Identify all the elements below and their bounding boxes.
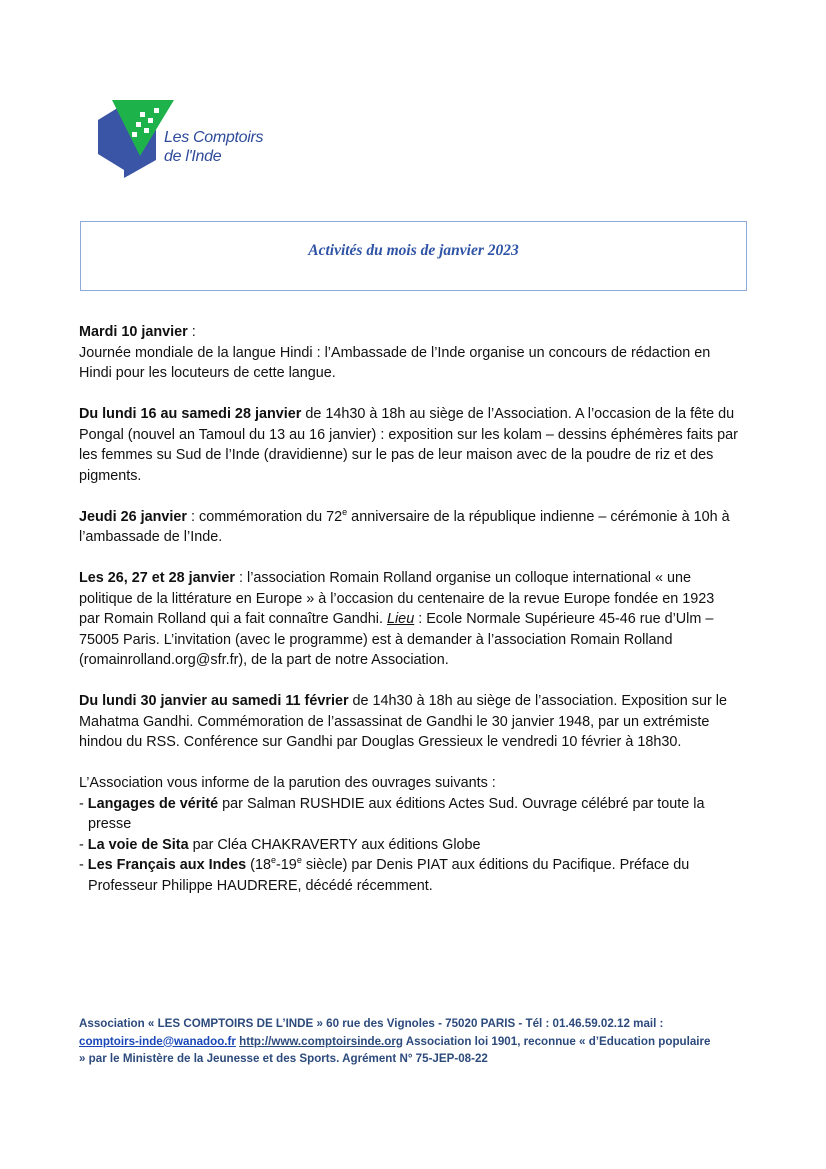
book-details: par Cléa CHAKRAVERTY aux éditions Globe <box>188 836 481 853</box>
books-intro: L’Association vous informe de la parution des ouvrages suivants : <box>79 775 496 791</box>
book-details: par Salman RUSHDIE aux éditions Actes Sud. Ouvrage célébré par toute la presse <box>88 795 705 832</box>
book-item <box>79 855 739 896</box>
logo-line-2: de l'Inde <box>164 148 222 165</box>
event-description-cont: : Ecole Normale Supérieure 45-46 rue d’Ulm – 75005 Paris. L’invitation (avec le programme) est à demander à l’association Romain Rolland (romainrolland.org@sfr.fr), de la part de notre Association. <box>79 611 714 668</box>
book-details-cont: siècle) par Denis PIAT aux éditions du Pacifique. Préface du Professeur Philippe HAUDRERE, décédé récemment. <box>88 857 690 894</box>
logo-line-1: Les Comptoirs <box>164 129 264 146</box>
event-description: Journée mondiale de la langue Hindi : l’Ambassade de l’Inde organise un concours de rédaction en Hindi pour les locuteurs de cette langue. <box>79 344 711 381</box>
event-separator: : <box>187 324 196 340</box>
superscript: e <box>270 855 276 866</box>
event-1 <box>79 404 739 486</box>
book-dash: - <box>79 857 88 873</box>
title-box <box>80 221 747 291</box>
logo-text <box>164 128 263 166</box>
event-3 <box>79 568 739 671</box>
event-description-cont: anniversaire de la république indienne – cérémonie à 10h à l’ambassade de l’Inde. <box>79 508 730 545</box>
superscript: e <box>342 506 348 517</box>
footer-website-link[interactable]: http://www.comptoirsinde.org <box>239 1034 403 1048</box>
organization-logo <box>96 98 286 182</box>
lieu-label: Lieu <box>386 611 415 627</box>
book-dash: - <box>79 795 88 812</box>
book-title: Les Français aux Indes <box>87 857 247 873</box>
book-details: (18 <box>246 857 271 873</box>
event-description: : commémoration du 72 <box>187 508 343 525</box>
event-date: Mardi 10 janvier <box>79 324 188 340</box>
event-date: Du lundi 16 au samedi 28 janvier <box>79 406 302 422</box>
footer <box>79 1015 719 1068</box>
book-item <box>79 835 739 856</box>
event-4 <box>79 691 739 753</box>
main-content <box>79 322 739 896</box>
footer-email-link[interactable]: comptoirs-inde@wanadoo.fr <box>79 1034 236 1048</box>
event-date: Les 26, 27 et 28 janvier <box>79 570 235 586</box>
book-item <box>79 794 739 835</box>
event-date: Jeudi 26 janvier <box>79 508 187 525</box>
book-dash: - <box>79 836 88 853</box>
book-title: La voie de Sita <box>87 836 189 853</box>
footer-accreditation: Association loi 1901, reconnue « d’Education populaire » par le Ministère de la Jeunesse et des Sports. Agrément N° 75-JEP-08-22 <box>79 1034 711 1065</box>
event-description: de 14h30 à 18h au siège de l’association. Exposition sur le Mahatma Gandhi. Commémoration de l’assassinat de Gandhi le 30 janvier 1948, par un extrémiste hindou du RSS. Conférence sur Gandhi par Douglas Gressieux le vendredi 10 février à 18h30. <box>79 693 727 750</box>
event-0 <box>79 322 739 384</box>
book-list <box>79 794 739 897</box>
event-2 <box>79 507 739 548</box>
footer-address: Association « LES COMPTOIRS DE L’INDE » 60 rue des Vignoles - 75020 PARIS - Tél : 01.46.59.02.12 mail : <box>79 1017 664 1030</box>
event-description: : l’association Romain Rolland organise un colloque international « une politique de la littérature en Europe » à l’occasion du centenaire de la revue Europe fondée en 1923 par Romain Rolland qui a fait connaître Gandhi. <box>79 570 715 627</box>
book-details-cont: -19 <box>276 857 297 873</box>
page-title: Activités du mois de janvier 2023 <box>308 242 519 259</box>
event-date: Du lundi 30 janvier au samedi 11 février <box>79 693 349 709</box>
book-title: Langages de vérité <box>87 795 219 812</box>
event-description: de 14h30 à 18h au siège de l’Association. A l’occasion de la fête du Pongal (nouvel an Tamoul du 13 au 16 janvier) : exposition sur les kolam – dessins éphémères faits par les femmes su Sud de l’Inde (dravidienne) sur le pas de leur maison avec de la poudre de riz et des pigments. <box>79 406 738 484</box>
superscript: e <box>296 855 302 866</box>
